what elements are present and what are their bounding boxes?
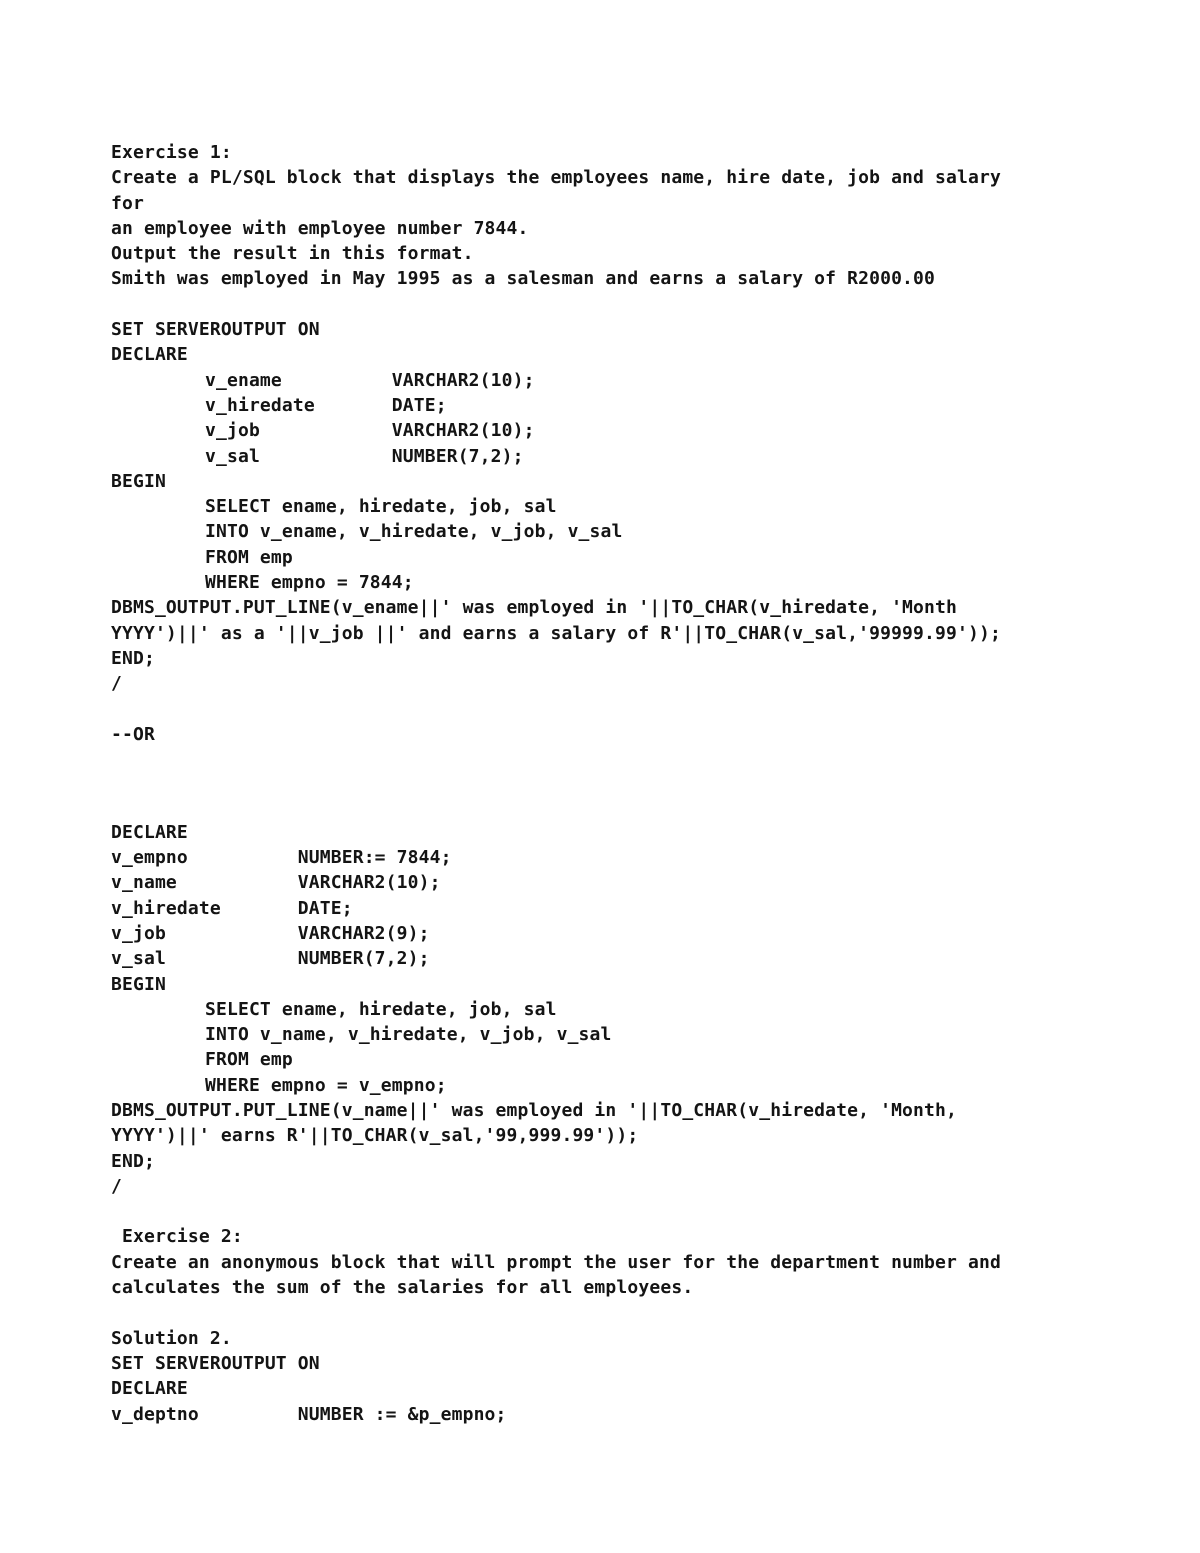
exercise2-task-line: Create an anonymous block that will prompt the user for the department number and <box>111 1251 1001 1273</box>
code-line: BEGIN <box>111 470 166 492</box>
blank-line <box>111 747 1151 798</box>
code-line: / <box>111 1175 122 1197</box>
code-line: v_name VARCHAR2(10); <box>111 872 441 894</box>
document-content <box>111 140 1151 1427</box>
exercise1-task-line: Output the result in this format. <box>111 243 474 265</box>
code-line: DECLARE <box>111 1378 188 1400</box>
code-line: YYYY')||' earns R'||TO_CHAR(v_sal,'99,999.99')); <box>111 1125 639 1147</box>
code-line: v_deptno NUMBER := &p_empno; <box>111 1403 507 1425</box>
code-line: WHERE empno = 7844; <box>205 572 414 594</box>
code-line: v_empno NUMBER:= 7844; <box>111 847 452 869</box>
code-line: INTO v_name, v_hiredate, v_job, v_sal <box>205 1024 612 1046</box>
code-line: SET SERVEROUTPUT ON <box>111 319 320 341</box>
blank-line <box>111 697 1151 722</box>
exercise1-task-line: an employee with employee number 7844. <box>111 217 529 239</box>
blank-line <box>111 292 1151 317</box>
exercise2-heading: Exercise 2: <box>122 1226 243 1248</box>
code-line: END; <box>111 647 155 669</box>
code-line: FROM emp <box>205 1049 293 1071</box>
code-line: / <box>111 673 122 695</box>
code-line: SELECT ename, hiredate, job, sal <box>205 496 557 518</box>
code-line: DBMS_OUTPUT.PUT_LINE(v_ename||' was employed in '||TO_CHAR(v_hiredate, 'Month <box>111 597 957 619</box>
code-line: v_hiredate DATE; <box>111 897 353 919</box>
exercise2-task-line: calculates the sum of the salaries for all employees. <box>111 1277 694 1299</box>
code-line: FROM emp <box>205 546 293 568</box>
code-line: DECLARE <box>111 821 188 843</box>
blank-line <box>111 1300 1151 1325</box>
code-line: SELECT ename, hiredate, job, sal <box>205 998 557 1020</box>
code-line: v_job VARCHAR2(10); <box>205 420 535 442</box>
code-line: END; <box>111 1150 155 1172</box>
code-line: v_job VARCHAR2(9); <box>111 922 430 944</box>
code-line: v_sal NUMBER(7,2); <box>205 445 524 467</box>
or-separator: --OR <box>111 723 155 745</box>
code-line: v_ename VARCHAR2(10); <box>205 369 535 391</box>
blank-line <box>111 1199 1151 1224</box>
exercise1-example-output: Smith was employed in May 1995 as a salesman and earns a salary of R2000.00 <box>111 268 936 290</box>
code-line: WHERE empno = v_empno; <box>205 1074 447 1096</box>
code-line: DECLARE <box>111 344 188 366</box>
code-line: INTO v_ename, v_hiredate, v_job, v_sal <box>205 521 623 543</box>
exercise1-task-line: for <box>111 192 144 214</box>
solution2-heading: Solution 2. <box>111 1327 232 1349</box>
code-line: YYYY')||' as a '||v_job ||' and earns a salary of R'||TO_CHAR(v_sal,'99999.99')); <box>111 622 1001 644</box>
exercise1-task-line: Create a PL/SQL block that displays the employees name, hire date, job and salary <box>111 167 1001 189</box>
blank-line <box>111 798 1151 820</box>
code-line: SET SERVEROUTPUT ON <box>111 1352 320 1374</box>
exercise1-heading: Exercise 1: <box>111 142 232 163</box>
code-line: BEGIN <box>111 973 166 995</box>
code-line: DBMS_OUTPUT.PUT_LINE(v_name||' was employed in '||TO_CHAR(v_hiredate, 'Month, <box>111 1099 957 1121</box>
code-line: v_hiredate DATE; <box>205 394 447 416</box>
code-line: v_sal NUMBER(7,2); <box>111 948 430 970</box>
